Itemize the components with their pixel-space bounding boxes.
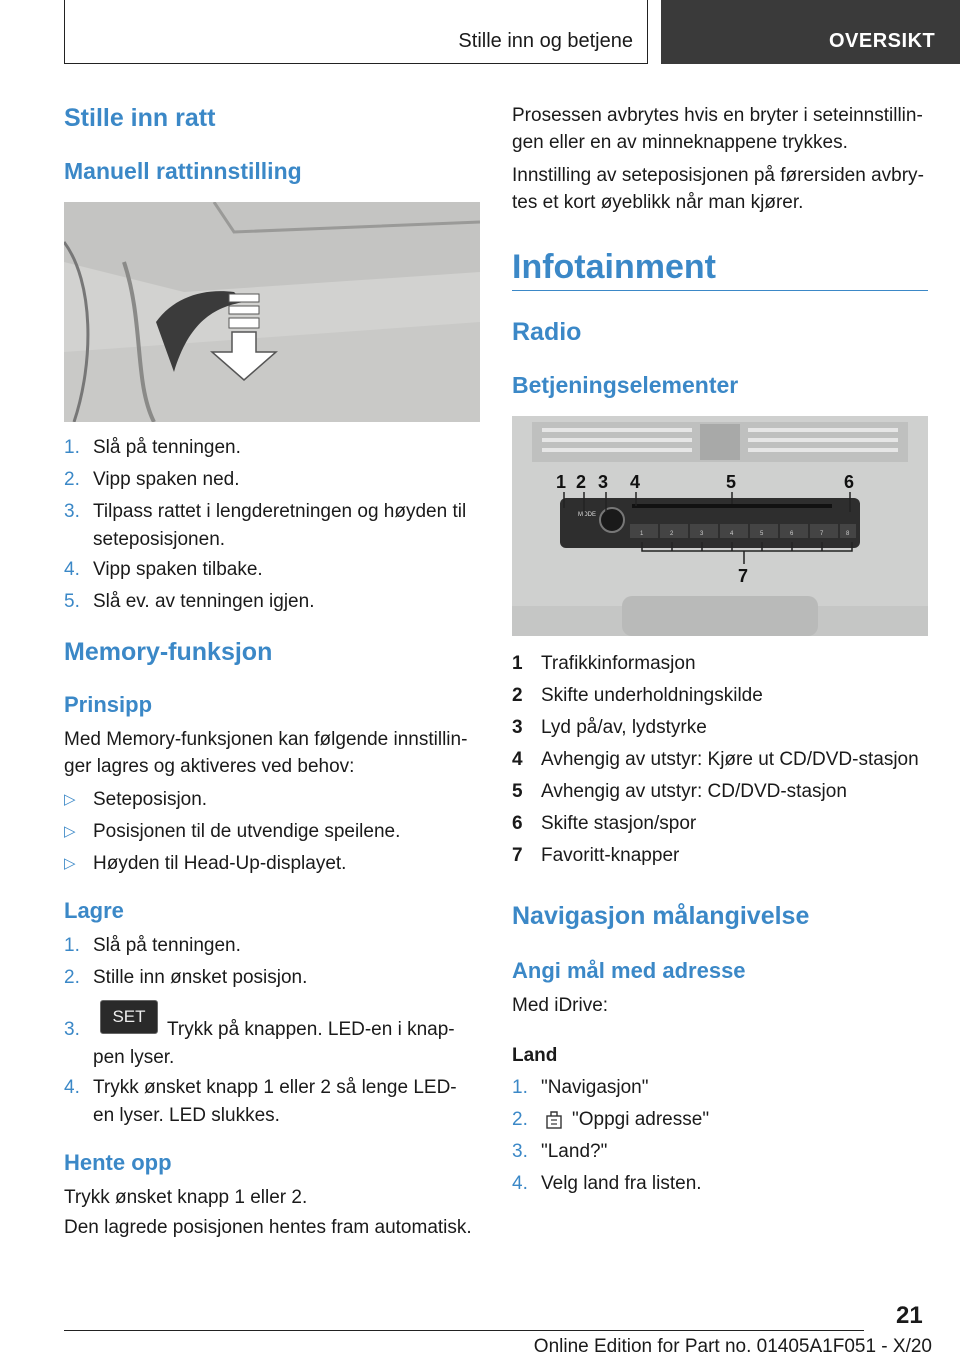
heading-controls: Betjeningselementer [512, 372, 739, 398]
bullet-icon: ▷ [64, 791, 76, 808]
preset-label: 5 [760, 531, 764, 537]
heading-store: Lagre [64, 898, 124, 923]
radio-preset-buttons [630, 524, 856, 538]
heading-manual: Manuell rattinnstilling [64, 158, 302, 184]
preset-label: 1 [640, 531, 644, 537]
callout-6: 6 [844, 472, 855, 492]
callout-2: 2 [576, 472, 587, 492]
heading-principle: Prinsipp [64, 692, 153, 717]
radio-mode-label: MODE [578, 512, 596, 518]
callout-3: 3 [598, 472, 609, 492]
callout-5: 5 [726, 472, 737, 492]
footer-rule [64, 1330, 864, 1331]
steering-lever-image [64, 202, 480, 422]
header-section-title: Stille inn og betjene [458, 30, 633, 52]
preset-label: 3 [700, 531, 704, 537]
address-book-icon [544, 1110, 564, 1130]
heading-address: Angi mål med adresse [512, 958, 746, 983]
preset-label: 6 [790, 531, 794, 537]
preset-label: 7 [820, 531, 824, 537]
intro-text-2: Innstilling av seteposisjonen på førersiden avbrytes et kort øyeblikk når man kjører. [512, 165, 924, 213]
set-button: SET [100, 1000, 158, 1034]
page-number: 21 [896, 1302, 923, 1329]
heading-infotainment: Infotainment [512, 248, 716, 286]
heading-memory: Memory-funksjon [64, 638, 273, 666]
radio-panel-image [512, 416, 928, 636]
heading-steering: Stille inn ratt [64, 104, 216, 132]
bullet-icon: ▷ [64, 823, 76, 840]
idrive-text: Med iDrive: [512, 995, 609, 1016]
bullet-icon: ▷ [64, 855, 76, 872]
heading-navigation: Navigasjon målangivelse [512, 902, 810, 930]
heading-radio: Radio [512, 318, 582, 346]
header-box [64, 0, 648, 64]
steering-lever-illustration [64, 202, 480, 422]
footer-edition: Online Edition for Part no. 01405A1F051 - X/20 [533, 1336, 932, 1357]
preset-label: 4 [730, 531, 734, 537]
header-tab-overview[interactable]: OVERSIKT [661, 0, 960, 64]
recall-text-1: Trykk ønsket knapp 1 eller 2. [64, 1187, 308, 1208]
radio-panel-illustration [512, 416, 928, 636]
principle-text: Med Memory-funksjonen kan følgende innstillinger lagres og aktiveres ved behov: [64, 729, 468, 777]
preset-label: 2 [670, 531, 674, 537]
callout-4: 4 [630, 472, 641, 492]
callout-1: 1 [556, 472, 567, 492]
intro-text-1: Prosessen avbrytes hvis en bryter i seteinnstillingen eller en av minneknappene trykkes. [512, 105, 923, 153]
callout-7: 7 [738, 566, 749, 586]
heading-recall: Hente opp [64, 1150, 172, 1175]
recall-text-2: Den lagrede posisjonen hentes fram automatisk. [64, 1217, 472, 1238]
heading-rule [512, 290, 928, 291]
heading-land: Land [512, 1045, 558, 1066]
preset-label: 8 [846, 531, 850, 537]
